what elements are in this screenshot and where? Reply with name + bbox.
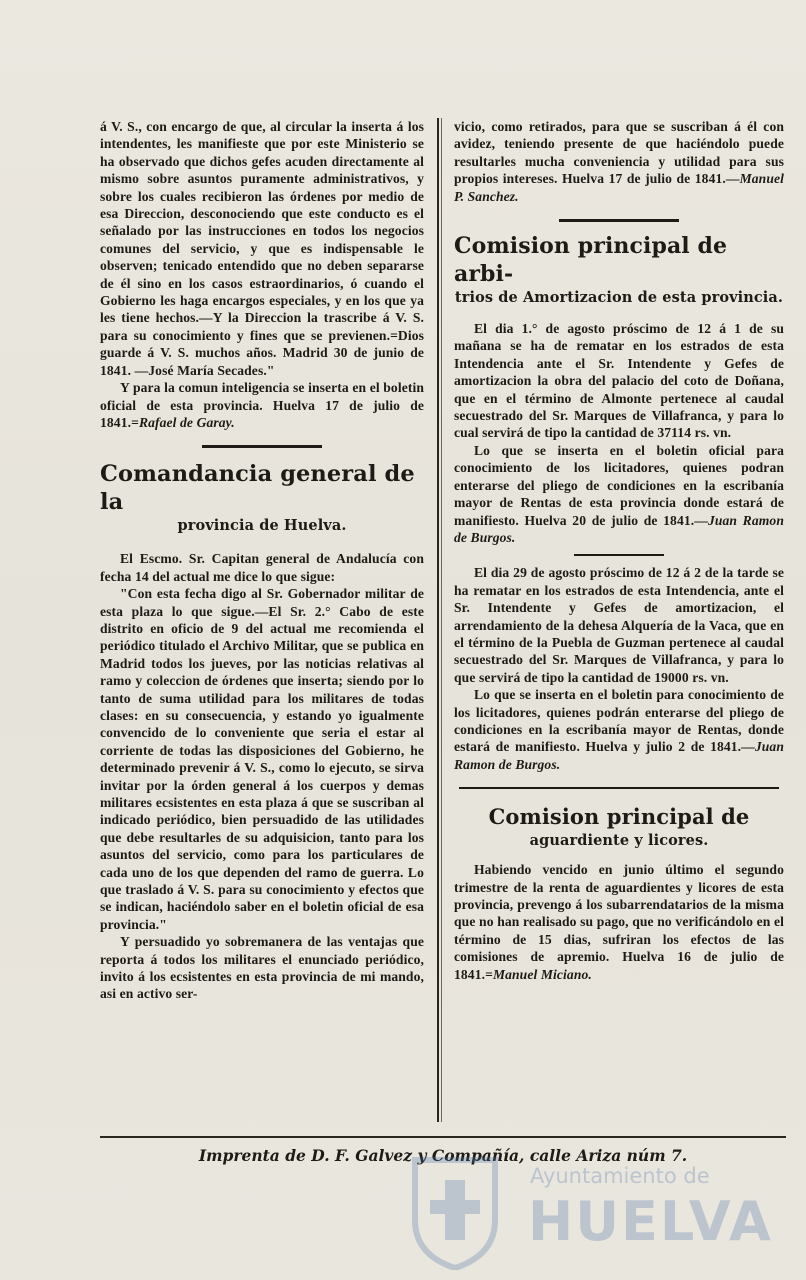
right-paragraph-4: El dia 29 de agosto próscimo de 12 á 2 de la tarde se ha rematar en los estrados de esta Intendencia, ante el Sr. Intendente y Gefes de amortizacion, el arrendamiento de la dehesa Alquería de la Vaca, que en el término de la Puebla de Guzman pertenece al caudal secuestrado del Sr. Marques de Villafranca, y para lo que servirá de tipo la cantidad de 19000 rs. vn. xyxy=(454,565,784,685)
heading-aguardiente-sub: aguardiente y licores. xyxy=(529,832,709,850)
footer-rule xyxy=(100,1136,786,1138)
right-paragraph-1 xyxy=(454,118,784,205)
right-column xyxy=(454,118,784,983)
left-paragraph-5: Y persuadido yo sobremanera de las ventajas que reporta á todos los militares el enunciado periódico, invito á los ecsistentes en esta provincia de mi mando, asi en activo ser- xyxy=(100,934,424,1002)
watermark-line-1: Ayuntamiento de xyxy=(530,1164,710,1188)
right-paragraph-3 xyxy=(454,442,784,546)
heading-comandancia-sub: provincia de Huelva. xyxy=(177,517,347,535)
column-divider xyxy=(437,118,439,1122)
right-paragraph-3-text: Lo que se inserta en el boletin oficial para conocimiento de los licitadores, quienes podran enterarse del pliego de condiciones en la escribanía mayor de Rentas de esta provincia donde estará de manifiesto. Huelva 20 de julio de 1841.— xyxy=(454,442,784,528)
right-paragraph-2: El dia 1.° de agosto próscimo de 12 á 1 de su mañana se ha de rematar en los estrados de esta Intendencia ante el Sr. Intendente y Gefes de amortizacion la obra del palacio del coto de Doñana, que en el término de Almonte pertenece al caudal secuestrado del Sr. Marques de Villafranca, y para lo cual servirá de tipo la cantidad de 37114 rs. vn. xyxy=(454,321,784,441)
right-paragraph-6 xyxy=(454,861,784,983)
left-column xyxy=(100,118,424,1003)
left-signature-garay: Rafael de Garay. xyxy=(138,414,235,430)
city-seal-icon xyxy=(390,1150,520,1270)
watermark-line-2: HUELVA xyxy=(528,1190,773,1253)
archive-watermark xyxy=(380,1150,800,1270)
left-paragraph-2 xyxy=(100,379,424,431)
left-paragraph-3: El Escmo. Sr. Capitan general de Andalucía con fecha 14 del actual me dice lo que sigue: xyxy=(100,551,424,584)
right-paragraph-1-text: vicio, como retirados, para que se suscriban á él con avidez, teniendo presente de que haciéndolo puede resultarles mucha conveniencia y utilidad para sus propios intereses. Huelva 17 de julio de 1841.— xyxy=(454,119,784,187)
heading-arbitrios-sub: trios de Amortizacion de esta provincia. xyxy=(454,289,784,307)
left-paragraph-4: "Con esta fecha digo al Sr. Gobernador militar de esta plaza lo que sigue.—El Sr. 2.° Cabo de este distrito en oficio de 9 del actual me recomienda el periódico titulado el Archivo Militar, que se publica en Madrid todos los jueves, por las noticias relativas al ramo y coleccion de órdenes que inserta; siendo por lo tanto de suma utilidad para los militares de todas clases: en su consecuencia, y estando yo igualmente convencido de lo conveniente que seria el estar al corriente de todas las disposiciones del Gobierno, he determinado prevenir á V. S., como lo ejecuto, se sirva invitar por la órden general á los cuerpos y demas militares ecsistentes en esta plaza á que se suscriban al indicado periódico, bien persuadido de las utilidades que debe resultarles de su adquisicion, tanto para los asuntos del servicio, como para los particulares de cada uno de los que dependen del ramo de guerra. Lo que traslado á V. S. para su conocimiento y efectos que se indican, haciéndolo saber en el boletin oficial de esa provincia." xyxy=(100,586,424,932)
right-signature-sanchez: Manuel P. Sanchez. xyxy=(454,171,784,204)
right-paragraph-5-text: Lo que se inserta en el boletin para conocimiento de los licitadores, quienes podrán enterarse del pliego de condiciones en la escribanía mayor de Rentas, donde estará de manifiesto. Huelva y julio 2 de 1841.— xyxy=(454,687,784,755)
left-paragraph-1: á V. S., con encargo de que, al circular la inserta á los intendentes, les manifieste que por este Ministerio se ha observado que dichos gefes acuden directamente al mismo sobre asuntos puramente administrativos, y sobre los cuales recibieron las órdenes por medio de esa Direccion, desconociendo que este conducto es el señalado por las instrucciones en todos los negocios comunes del servicio, y que es indispensable le observen; tenicado entendido que no deben separarse de él sino en los casos estraordinarios, ó cuando el Gobierno les haga encargos especiales, y en los que ya les tiene hechos.—Y la Direccion la trascribe á V. S. para su conocimiento y fines que se previenen.=Dios guarde á V. S. muchos años. Madrid 30 de junio de 1841. —José María Secades." xyxy=(100,119,424,378)
printer-imprint: Imprenta de D. F. Galvez y Compañía, calle Ariza núm 7. xyxy=(198,1146,688,1165)
heading-arbitrios: Comision principal de arbi- xyxy=(454,233,728,288)
left-paragraph-2-text: Y para la comun inteligencia se inserta en el boletin oficial de esta provincia. Huelva 17 de julio de 1841.= xyxy=(100,380,424,430)
heading-comandancia: Comandancia general de la xyxy=(100,461,415,516)
column-divider-thin xyxy=(441,118,442,1122)
heading-aguardiente: Comision principal de xyxy=(488,804,750,830)
right-signature-burgos-2: Juan Ramon de Burgos. xyxy=(454,739,784,772)
right-paragraph-6-text: Habiendo vencido en junio último el segundo trimestre de la renta de aguardientes y licores de esta provincia, prevengo á los subarrendatarios de la misma que no han realisado su pago, que no verificándolo en el término de 15 dias, sufriran los efectos de las comisiones de apremio. Huelva 16 de julio de 1841.= xyxy=(454,862,784,982)
right-signature-miciano: Manuel Miciano. xyxy=(492,966,592,982)
right-signature-burgos-1: Juan Ramon de Burgos. xyxy=(454,512,784,545)
right-paragraph-5 xyxy=(454,686,784,773)
